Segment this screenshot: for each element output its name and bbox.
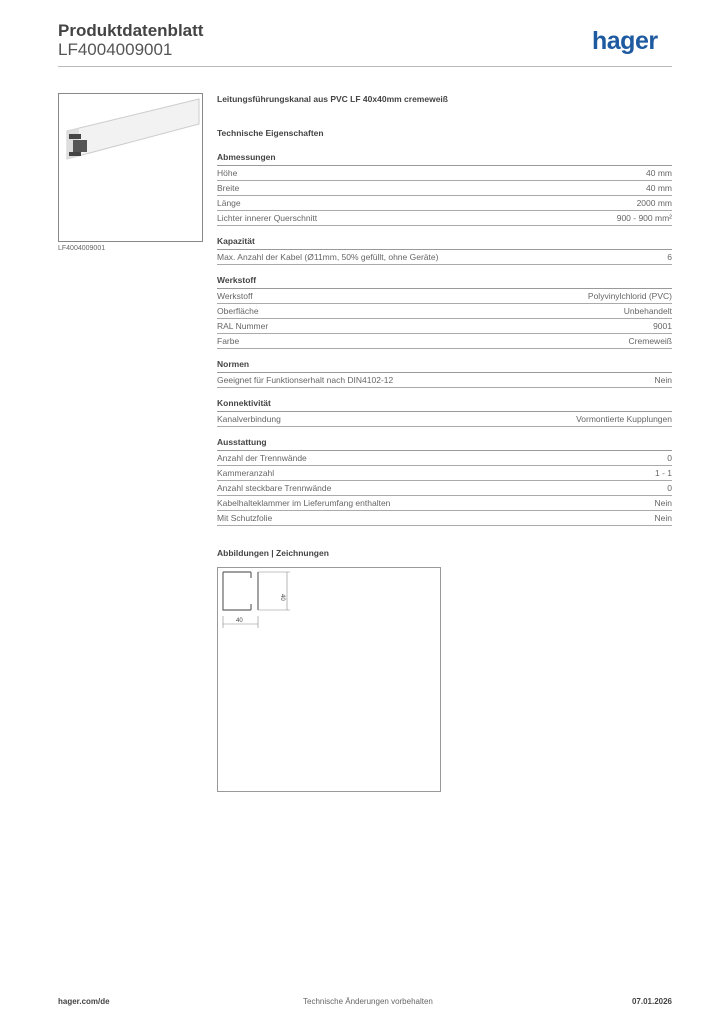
property-label: Kanalverbindung (217, 414, 281, 424)
property-row (217, 412, 672, 427)
property-value: 6 (667, 252, 672, 262)
property-value: 2000 mm (636, 198, 672, 208)
property-label: Max. Anzahl der Kabel (Ø11mm, 50% gefüllt, ohne Geräte) (217, 252, 439, 262)
property-value: Polyvinylchlorid (PVC) (587, 291, 672, 301)
property-row (217, 466, 672, 481)
property-row (217, 496, 672, 511)
property-row (217, 511, 672, 526)
technical-drawing (217, 567, 441, 792)
section-heading: Werkstoff (217, 275, 672, 289)
main-content (217, 94, 672, 792)
footer-date: 07.01.2026 (631, 997, 672, 1006)
property-label: Geeignet für Funktionserhalt nach DIN4102-12 (217, 375, 394, 385)
property-label: RAL Nummer (217, 321, 269, 331)
property-value: Nein (654, 513, 672, 523)
hager-logo: hager (592, 27, 658, 55)
property-row (217, 211, 672, 226)
property-sections (217, 152, 672, 526)
image-caption: LF4004009001 (58, 245, 106, 252)
property-label: Oberfläche (217, 306, 259, 316)
article-number: LF4004009001 (58, 40, 173, 59)
property-value: 40 mm (646, 183, 672, 193)
cross-section-drawing (218, 568, 440, 791)
section-heading: Kapazität (217, 236, 672, 250)
property-value: Nein (654, 375, 672, 385)
property-value: Vormontierte Kupplungen (576, 414, 672, 424)
property-row (217, 319, 672, 334)
property-value: Nein (654, 498, 672, 508)
property-value: 900 - 900 mm² (616, 213, 672, 223)
section-heading: Konnektivität (217, 398, 672, 412)
cable-duct-illustration (59, 94, 202, 241)
property-row (217, 196, 672, 211)
property-label: Kammeranzahl (217, 468, 275, 478)
property-value: Unbehandelt (623, 306, 672, 316)
property-label: Kabelhalteklammer im Lieferumfang enthalten (217, 498, 391, 508)
product-image (58, 93, 203, 242)
property-value: 40 mm (646, 168, 672, 178)
header-divider (58, 66, 672, 67)
property-row (217, 289, 672, 304)
property-label: Werkstoff (217, 291, 253, 301)
property-value: 1 - 1 (654, 468, 672, 478)
property-row (217, 481, 672, 496)
property-label: Länge (217, 198, 241, 208)
section-heading: Ausstattung (217, 437, 672, 451)
property-row (217, 250, 672, 265)
product-title: Leitungsführungskanal aus PVC LF 40x40mm cremeweiß (217, 94, 448, 104)
property-value: 9001 (653, 321, 672, 331)
section-heading: Normen (217, 359, 672, 373)
width-dimension: 40 (236, 618, 243, 624)
property-label: Farbe (217, 336, 240, 346)
property-value: Cremeweiß (628, 336, 672, 346)
property-label: Höhe (217, 168, 238, 178)
property-row (217, 181, 672, 196)
property-value: 0 (667, 483, 672, 493)
section-heading: Abmessungen (217, 152, 672, 166)
height-dimension: 40 (279, 594, 285, 601)
property-label: Anzahl der Trennwände (217, 453, 307, 463)
page-title: Produktdatenblatt (58, 21, 204, 40)
property-row (217, 166, 672, 181)
property-row (217, 451, 672, 466)
property-label: Lichter innerer Querschnitt (217, 213, 318, 223)
property-label: Anzahl steckbare Trennwände (217, 483, 332, 493)
property-label: Breite (217, 183, 240, 193)
footer-website[interactable]: hager.com/de (58, 997, 110, 1006)
property-row (217, 373, 672, 388)
property-label: Mit Schutzfolie (217, 513, 273, 523)
drawings-heading: Abbildungen | Zeichnungen (217, 548, 329, 558)
footer-note: Technische Änderungen vorbehalten (303, 997, 433, 1006)
property-row (217, 334, 672, 349)
property-value: 0 (667, 453, 672, 463)
tech-heading: Technische Eigenschaften (217, 128, 324, 138)
property-row (217, 304, 672, 319)
